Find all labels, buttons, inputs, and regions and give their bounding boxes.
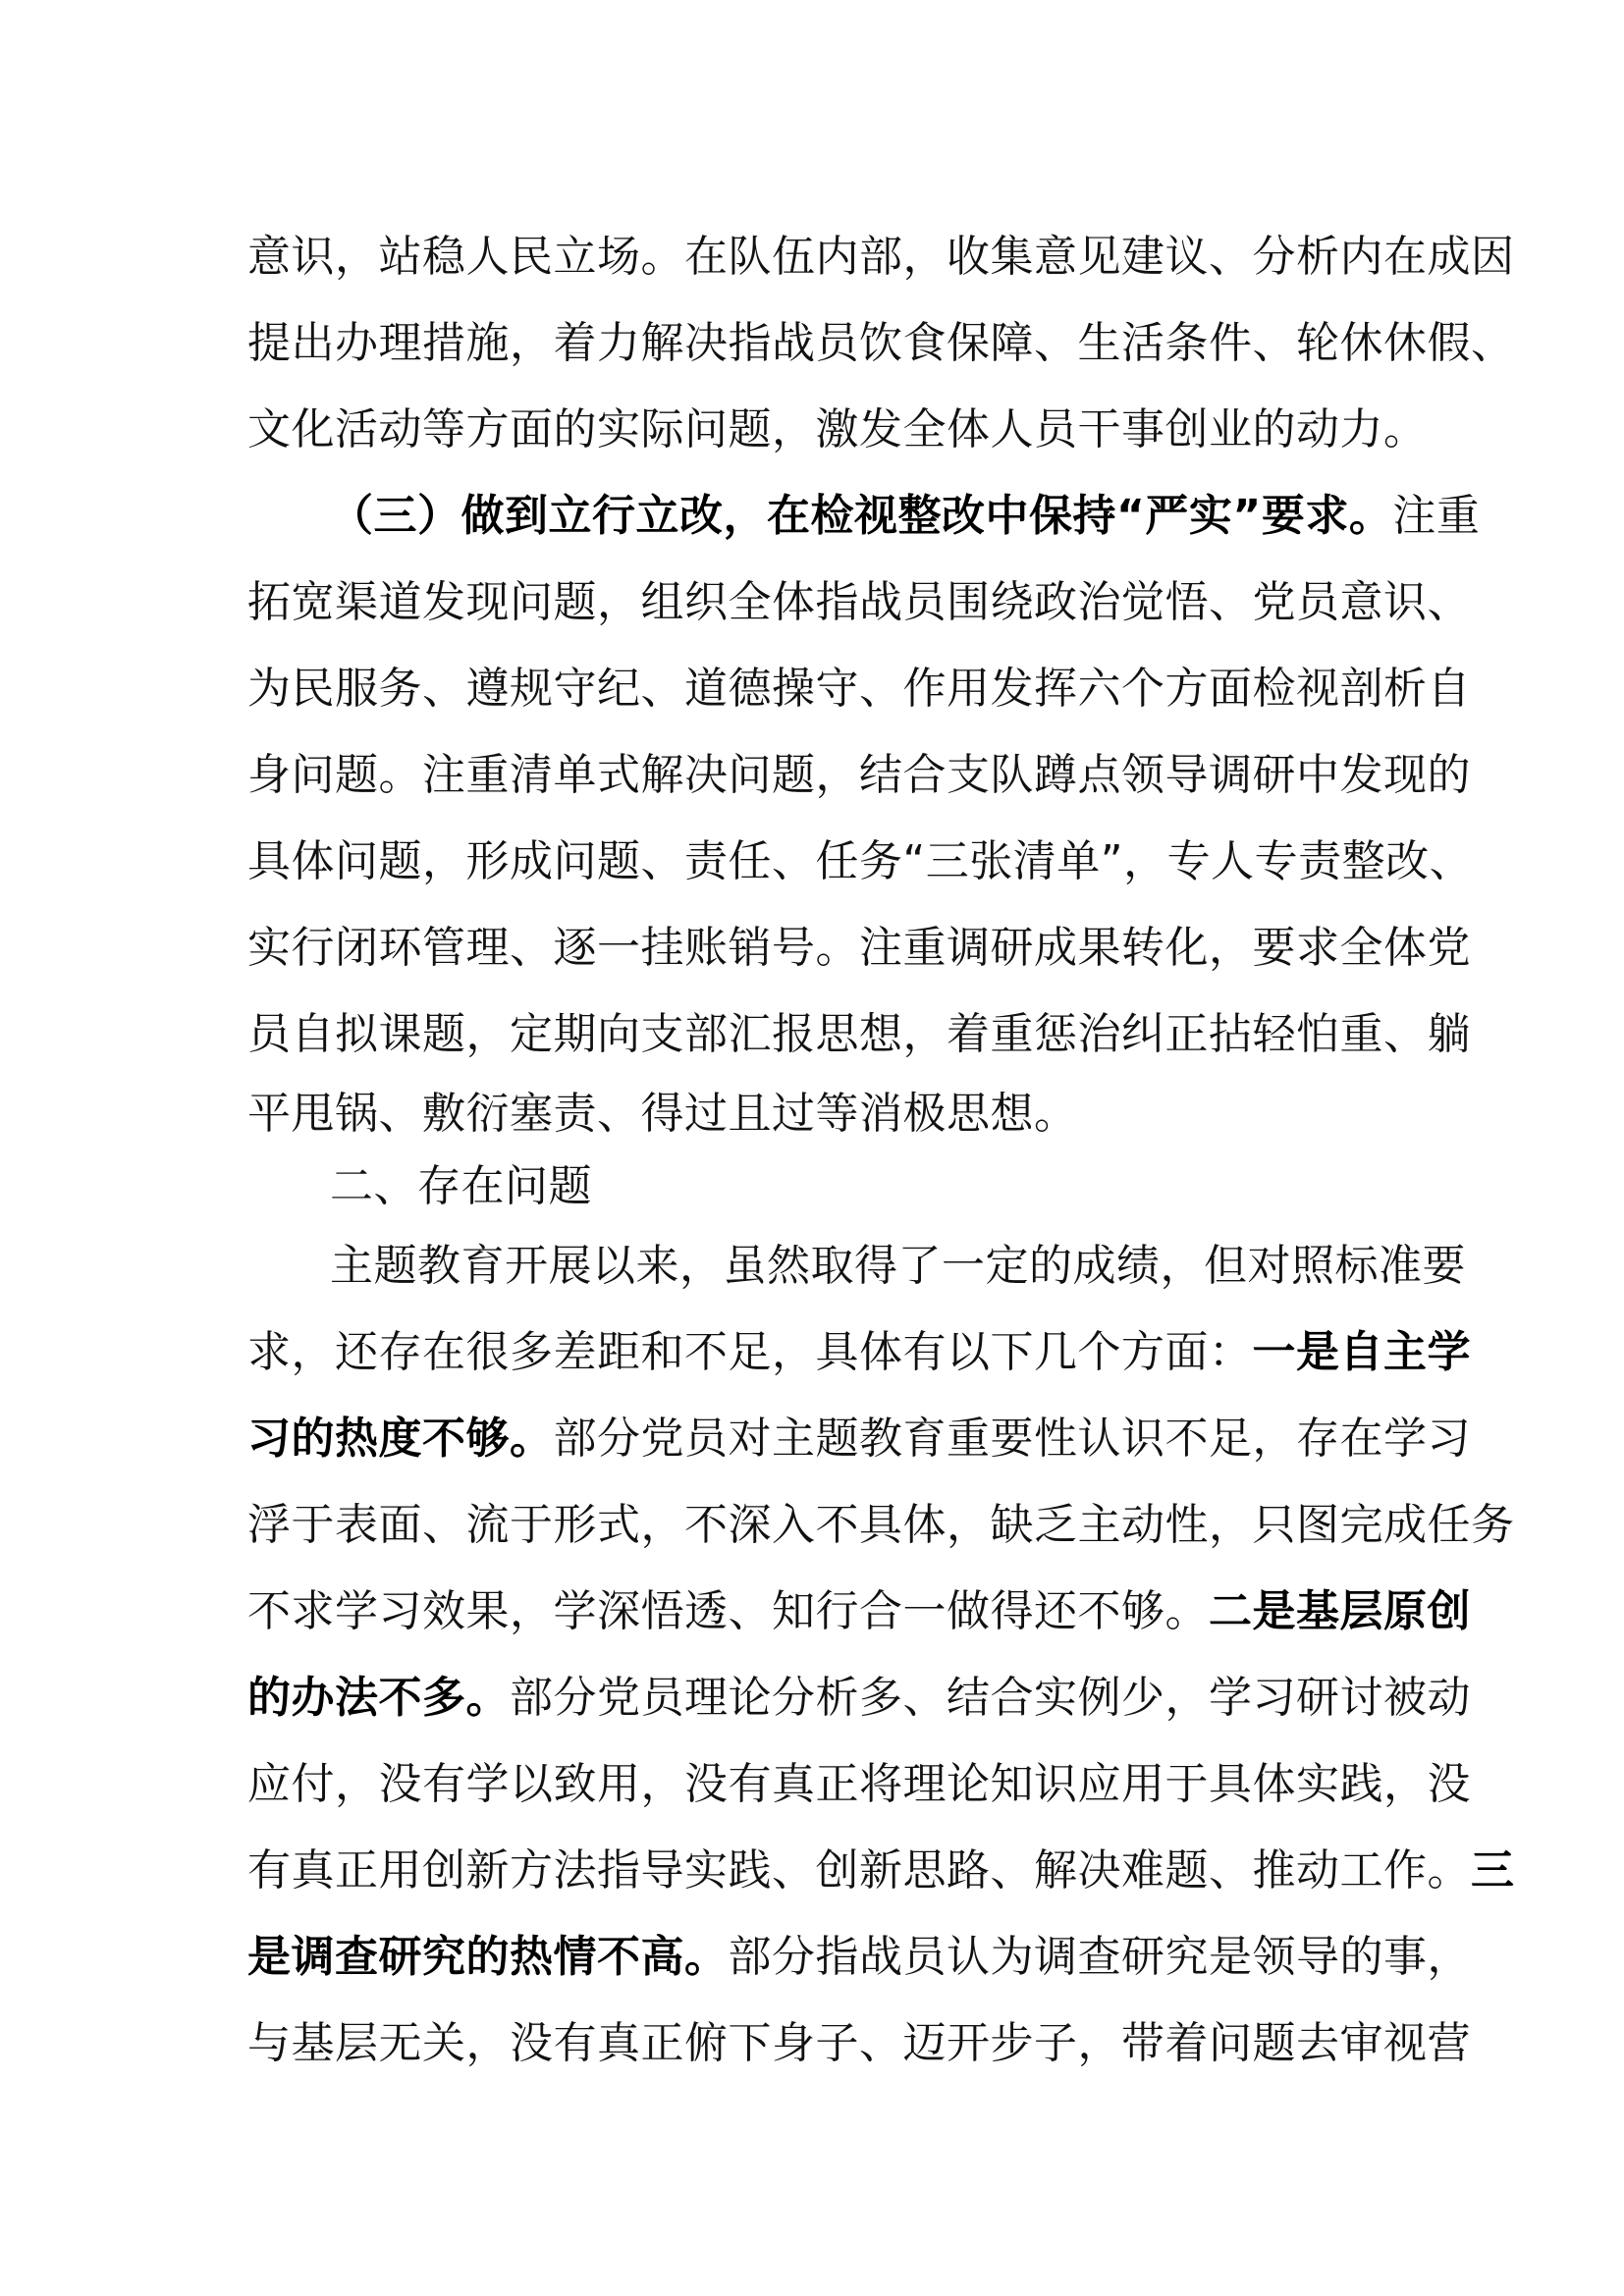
text-line: 浮于表面、流于形式，不深入不具体，缺乏主动性，只图完成任务 [247, 1500, 1515, 1550]
text-line: 与基层无关，没有真正俯下身子、迈开步子，带着问题去审视营 [247, 2018, 1471, 2068]
text-line: 应付，没有学以致用，没有真正将理论知识应用于具体实践，没 [247, 1759, 1471, 1809]
section-heading-three: （三）做到立行立改，在检视整改中保持“严实”要求。注重 [330, 491, 1481, 541]
text-line: 为民服务、遵规守纪、道德操守、作用发挥六个方面检视剖析自 [247, 664, 1471, 714]
text-line: 有真正用创新方法指导实践、创新思路、解决难题、推动工作。三 [247, 1845, 1515, 1896]
text-line: 是调查研究的热情不高。部分指战员认为调查研究是领导的事， [247, 1932, 1471, 1982]
text-line: 不求学习效果，学深悟透、知行合一做得还不够。二是基层原创 [247, 1586, 1471, 1636]
section-heading-two: 二、存在问题 [330, 1161, 592, 1211]
text-line: 主题教育开展以来，虽然取得了一定的成绩，但对照标准要 [330, 1241, 1466, 1291]
text-line: 员自拟课题，定期向支部汇报思想，着重惩治纠正拈轻怕重、躺 [247, 1009, 1471, 1059]
text-line: 的办法不多。部分党员理论分析多、结合实例少，学习研讨被动 [247, 1673, 1471, 1723]
text-line: 拓宽渠道发现问题，组织全体指战员围绕政治觉悟、党员意识、 [247, 577, 1471, 627]
text-line: 实行闭环管理、逐一挂账销号。注重调研成果转化，要求全体党 [247, 923, 1471, 973]
text-line: 求，还存在很多差距和不足，具体有以下几个方面：一是自主学 [247, 1327, 1471, 1377]
text-line: 身问题。注重清单式解决问题，结合支队蹲点领导调研中发现的 [247, 750, 1471, 800]
text-line: 具体问题，形成问题、责任、任务“三张清单”，专人专责整改、 [247, 836, 1474, 886]
text-line: 文化活动等方面的实际问题，激发全体人员干事创业的动力。 [247, 404, 1428, 454]
heading-bold-text: （三）做到立行立改，在检视整改中保持“严实”要求。 [330, 491, 1393, 541]
text-line: 平甩锅、敷衍塞责、得过且过等消极思想。 [247, 1089, 1078, 1139]
text-line: 提出办理措施，着力解决指战员饮食保障、生活条件、轮休休假、 [247, 318, 1515, 368]
text-line: 意识，站稳人民立场。在队伍内部，收集意见建议、分析内在成因 [247, 232, 1515, 282]
body-text [247, 214, 1515, 2087]
text-line: 习的热度不够。部分党员对主题教育重要性认识不足，存在学习 [247, 1414, 1471, 1464]
